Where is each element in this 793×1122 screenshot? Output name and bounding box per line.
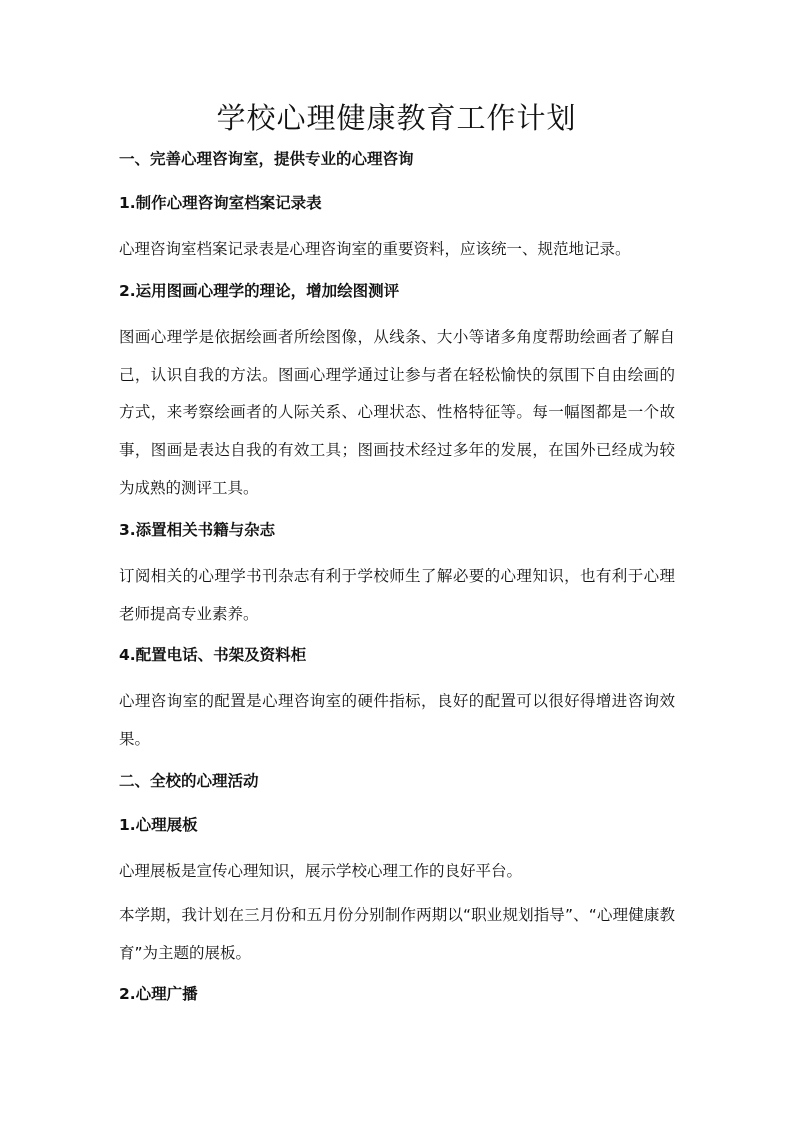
paragraph: 本学期，我计划在三月份和五月份分别制作两期以“职业规划指导”、“心理健康教育”为主题的展板。 [119,905,675,962]
paragraph: 心理咨询室的配置是心理咨询室的硬件指标，良好的配置可以很好得增进咨询效果。 [119,692,675,749]
section-heading-2: 二、全校的心理活动 [119,771,259,790]
subsection-heading-1-4: 4.配置电话、书架及资料柜 [119,646,307,665]
section-heading-1: 一、完善心理咨询室，提供专业的心理咨询 [119,150,414,168]
paragraph: 心理咨询室档案记录表是心理咨询室的重要资料，应该统一、规范地记录。 [119,240,631,258]
paragraph: 图画心理学是依据绘画者所绘图像，从线条、大小等诸多角度帮助绘画者了解自己，认识自我的方法。图画心理学通过让参与者在轻松愉快的氛围下自由绘画的方式，来考察绘画者的人际关系、心理状态、性格特征等。每一幅图都是一个故事，图画是表达自我的有效工具；图画技术经过多年的发展，在国外已经成为较为成熟的测评工具。 [119,327,675,497]
paragraph: 心理展板是宣传心理知识，展示学校心理工作的良好平台。 [119,861,523,880]
document-body [119,143,675,1022]
paragraph: 订阅相关的心理学书刊杂志有利于学校师生了解必要的心理知识，也有利于心理老师提高专业素养。 [119,566,675,623]
subsection-heading-1-1: 1.制作心理咨询室档案记录表 [119,194,322,212]
subsection-heading-1-2: 2.运用图画心理学的理论，增加绘图测评 [119,281,400,300]
subsection-heading-2-1: 1.心理展板 [119,815,198,834]
document-title: 学校心理健康教育工作计划 [216,101,577,135]
subsection-heading-1-3: 3.添置相关书籍与杂志 [119,520,276,539]
subsection-heading-2-2: 2.心理广播 [119,985,198,1004]
